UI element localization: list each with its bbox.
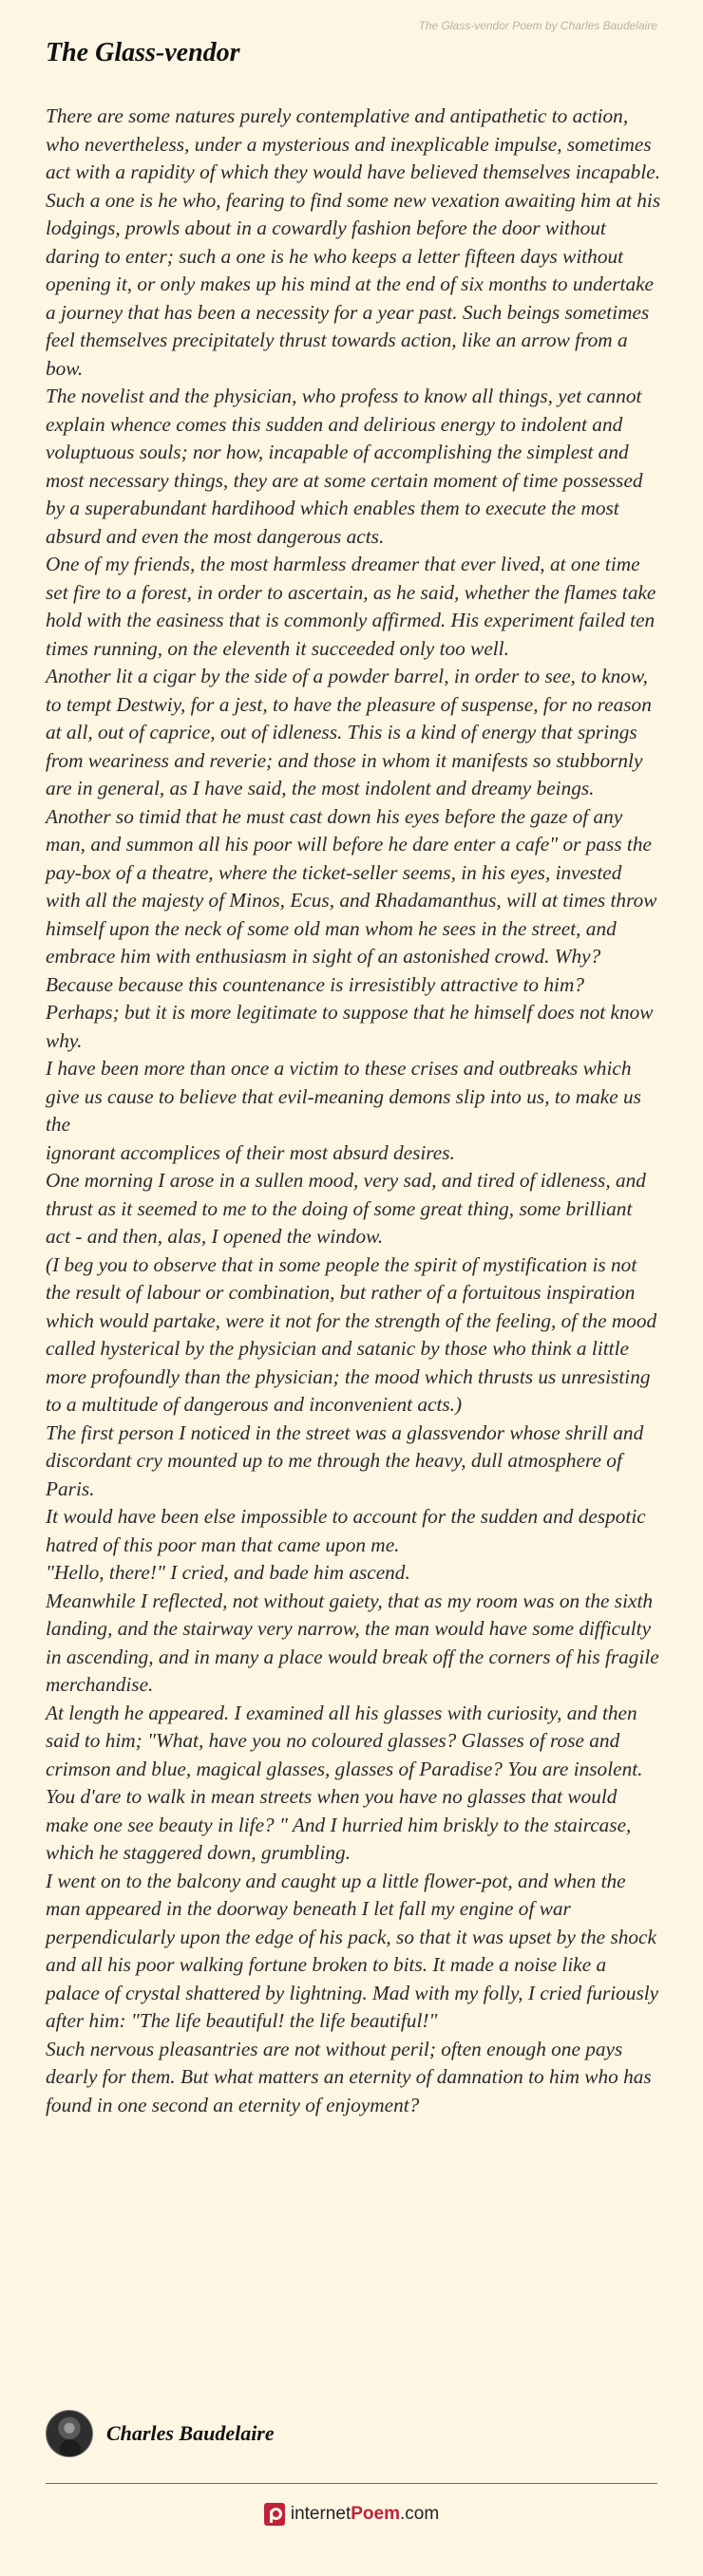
- poem-paragraph: The novelist and the physician, who profess to know all things, yet cannot explain whence comes this sudden and delirious energy to indolent and voluptuous souls; nor how, incapable of accomplishing the simplest and most necessary things, they are at some certain moment of time possessed by a superabundant hardihood which enables them to execute the most absurd and even the most dangerous acts.: [46, 385, 643, 548]
- poem-paragraph: I went on to the balcony and caught up a little flower-pot, and when the man appeared in the doorway beneath I let fall my engine of war perpendicularly upon the edge of his pack, so that it was upset by the shock and all his poor walking fortune broken to bits. It made a noise like a palace of crystal shattered by lightning. Mad with my folly, I cried furiously after him: "The life beautiful! the life beautiful!": [46, 1869, 659, 2032]
- author-portrait-icon[interactable]: [46, 2410, 93, 2457]
- author-link[interactable]: [46, 2410, 275, 2457]
- poem-body: [46, 103, 661, 2119]
- site-logo[interactable]: [0, 2503, 703, 2526]
- poem-paragraph: Meanwhile I reflected, not without gaiety, that as my room was on the sixth landing, and the stairway very narrow, the man would have some difficulty in ascending, and in many a place would break off the corners of his fragile merchandise.: [46, 1589, 659, 1696]
- logo-internet: internet: [290, 2504, 352, 2524]
- poem-paragraph: One of my friends, the most harmless dreamer that ever lived, at one time set fire to a forest, in order to ascertain, as he said, whether the flames take hold with the easiness that is commonly affirmed. His experiment failed ten times running, on the eleventh it succeeded only too well.: [46, 553, 656, 660]
- poem-paragraph: At length he appeared. I examined all his glasses with curiosity, and then said to him; "What, have you no coloured glasses? Glasses of rose and crimson and blue, magical glasses, glasses of Paradise? You are insolent. You d'are to walk in mean streets when you have no glasses that would make one see beauty in life? " And I hurried him briskly to the staircase, which he staggered down, grumbling.: [46, 1701, 643, 1864]
- poem-paragraph: There are some natures purely contemplative and antipathetic to action, who nevertheless, under a mysterious and inexplicable impulse, sometimes act with a rapidity of which they would have believed themselves incapable. Such a one is he who, fearing to find some new vexation awaiting him at his lodgings, prowls about in a cowardly fashion before the door without daring to enter; such a one is he who keeps a letter fifteen days without opening it, or only makes up his mind at the end of six months to undertake a journey that has been a necessity for a year past. Such beings sometimes feel themselves precipitately thrust towards action, like an arrow from a bow.: [46, 104, 661, 380]
- logo-poem: Poem: [351, 2504, 400, 2524]
- poem-paragraph: "Hello, there!" I cried, and bade him ascend.: [46, 1561, 410, 1584]
- poem-title: The Glass-vendor: [46, 38, 240, 67]
- poem-paragraph: Another so timid that he must cast down his eyes before the gaze of any man, and summon all his poor will before he dare enter a cafe" or pass the pay-box of a theatre, where the ticket-seller seems, in his eyes, invested with all the majesty of Minos, Ecus, and Rhadamanthus, will at times throw himself upon the neck of some old man whom he sees in the street, and embrace him with enthusiasm in sight of an astonished crowd. Why? Because because this countenance is irresistibly attractive to him? Perhaps; but it is more legitimate to suppose that he himself does not know why.: [46, 804, 657, 1052]
- internetpoem-logo-icon: [264, 2503, 285, 2526]
- logo-text: [291, 2504, 439, 2525]
- logo-com: .com: [399, 2504, 440, 2524]
- poem-paragraph: Another lit a cigar by the side of a powder barrel, in order to see, to know, to tempt Destwiy, for a jest, to have the pleasure of suspense, for no reason at all, out of caprice, out of idleness. This is a kind of energy that springs from weariness and reverie; and those in whom it manifests so stubbornly are in general, as I have said, the most indolent and dreamy beings.: [46, 665, 652, 799]
- poem-paragraph: Such nervous pleasantries are not without peril; often enough one pays dearly for them. But what matters an eternity of damnation to him who has found in one second an eternity of enjoyment?: [46, 2037, 652, 2116]
- poem-paragraph: One morning I arose in a sullen mood, very sad, and tired of idleness, and thrust as it seemed to me to the doing of some great thing, some brilliant act - and then, alas, I opened the window.: [46, 1169, 646, 1248]
- footer-divider: [46, 2483, 657, 2484]
- poem-paragraph: I have been more than once a victim to these crises and outbreaks which give us cause to believe that evil-meaning demons slip into us, to make us the: [46, 1057, 641, 1136]
- poem-paragraph: It would have been else impossible to account for the sudden and despotic hatred of this poor man that came upon me.: [46, 1505, 646, 1556]
- poem-paragraph: (I beg you to observe that in some people the spirit of mystification is not the result of labour or combination, but rather of a fortuitous inspiration which would partake, were it not for the strength of the feeling, of the mood called hysterical by the physician and satanic by those who think a little more profoundly than the physician; the mood which thrusts us unresisting to a multitude of dangerous and inconvenient acts.): [46, 1252, 657, 1416]
- poem-paragraph: ignorant accomplices of their most absurd desires.: [46, 1140, 455, 1164]
- poem-paragraph: The first person I noticed in the street was a glassvendor whose shrill and discordant cry mounted up to me through the heavy, dull atmosphere of Paris.: [46, 1420, 644, 1500]
- author-name[interactable]: Charles Baudelaire: [106, 2421, 275, 2445]
- source-note: The Glass-vendor Poem by Charles Baudelaire: [418, 19, 657, 32]
